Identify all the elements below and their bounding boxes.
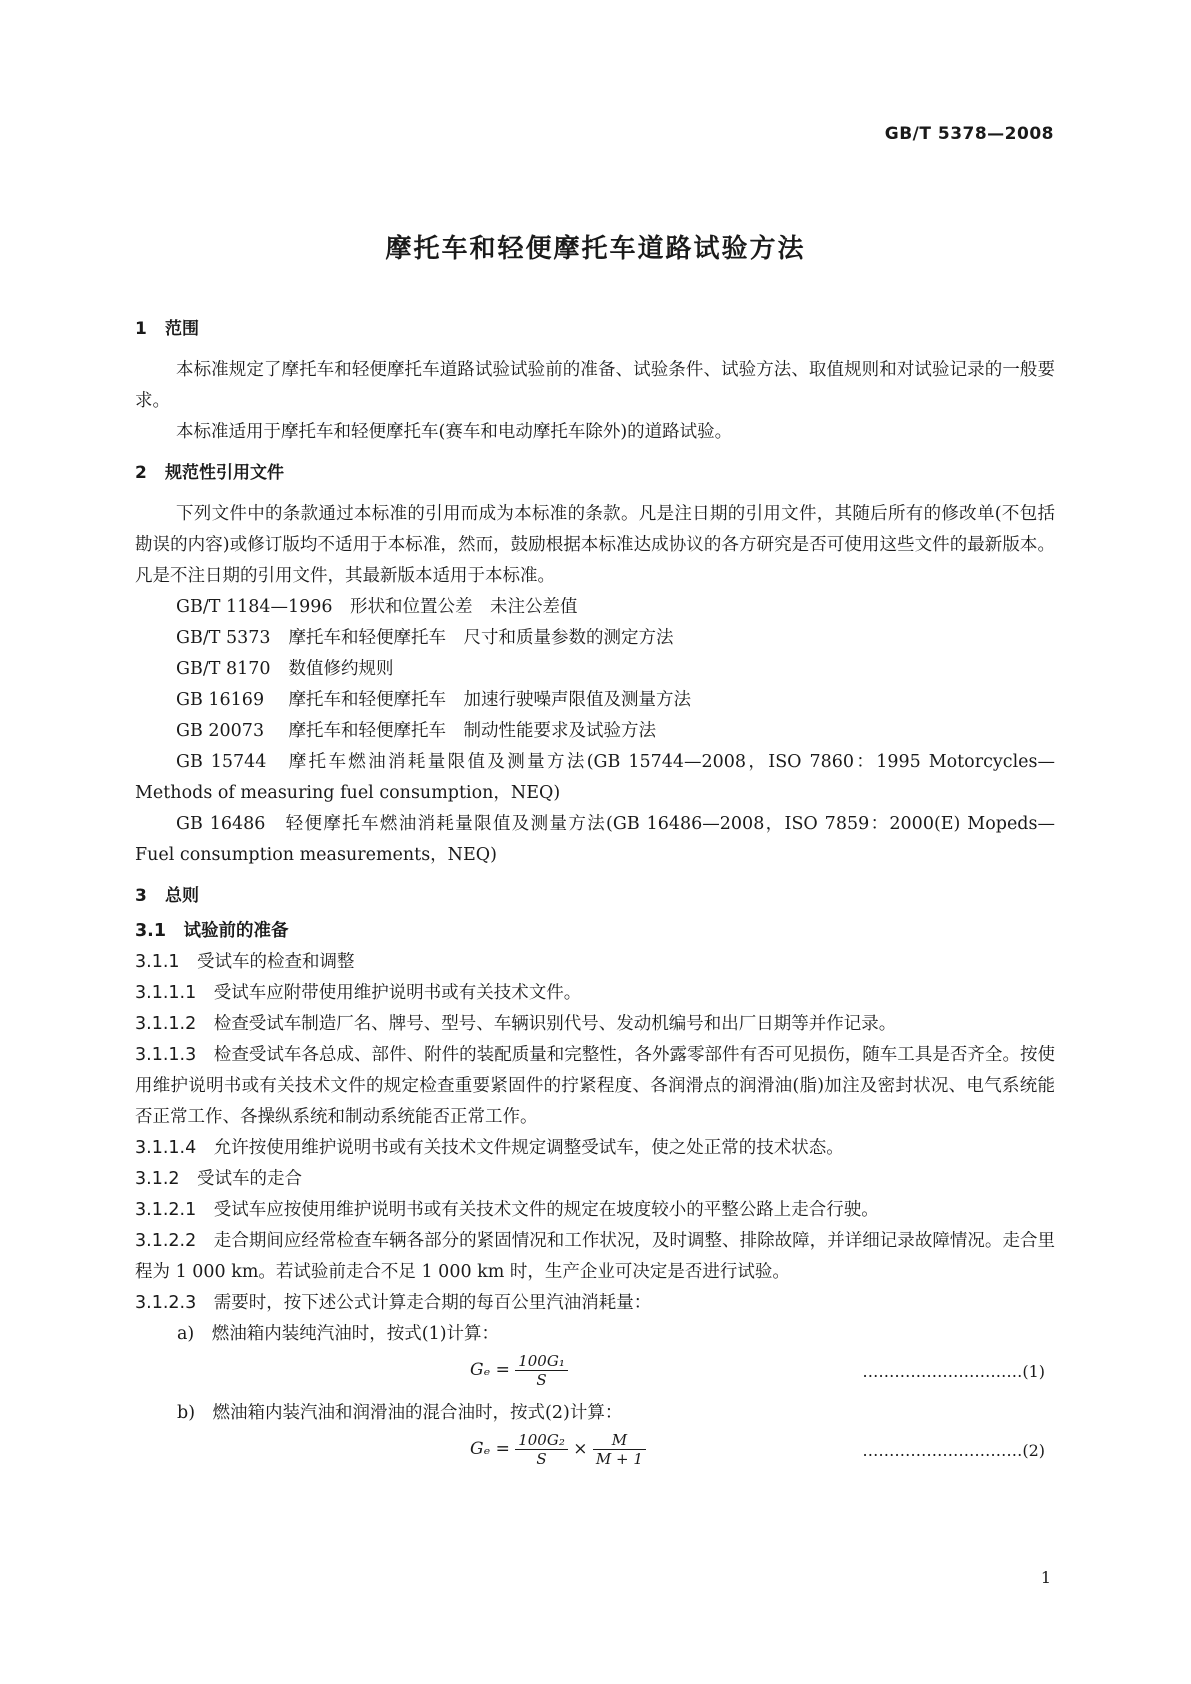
- reference-item: [135, 685, 1055, 716]
- formula-expression: [470, 1352, 568, 1389]
- clause-number: 3.1: [135, 921, 167, 941]
- list-text: 燃油箱内装汽油和润滑油的混合油时，按式(2)计算：: [212, 1403, 623, 1423]
- clause-number: 3.1.1.1: [135, 983, 197, 1003]
- fraction: [515, 1352, 568, 1389]
- list-label: a): [177, 1324, 195, 1344]
- fraction: [593, 1431, 646, 1468]
- list-label: b): [177, 1403, 196, 1423]
- list-text: 燃油箱内装纯汽油时，按式(1)计算：: [211, 1324, 500, 1344]
- clause-title: 试验前的准备: [183, 921, 289, 941]
- section-number: 1: [135, 319, 147, 339]
- clause: [135, 978, 1055, 1009]
- reference-title: 形状和位置公差 未注公差值: [350, 597, 578, 617]
- clause-text: 受试车应按使用维护说明书或有关技术文件的规定在坡度较小的平整公路上走合行驶。: [213, 1200, 879, 1220]
- reference-item: [135, 747, 1055, 809]
- clause-text: 走合期间应经常检查车辆各部分的紧固情况和工作状况，及时调整、排除故障，并详细记录故障情况。走合里程为 1 000 km。若试验前走合不足 1 000 km 时，生产企业可决定是否进行试验。: [135, 1231, 1056, 1282]
- reference-code: GB/T 1184—1996: [176, 597, 333, 617]
- reference-title: 摩托车燃油消耗量限值及测量方法(GB 15744—2008，ISO 7860：1995 Motorcycles—Methods of measuring fuel consumption，NEQ): [135, 752, 1056, 803]
- clause-heading: [135, 1164, 1055, 1195]
- section-title: 总则: [165, 886, 199, 906]
- section-heading-2: [135, 458, 1055, 483]
- list-item-b: [135, 1398, 1055, 1429]
- section-title: 范围: [165, 319, 199, 339]
- clause-title: 受试车的走合: [197, 1169, 303, 1189]
- reference-code: GB 20073: [176, 721, 265, 741]
- reference-title: 摩托车和轻便摩托车 加速行驶噪声限值及测量方法: [288, 690, 691, 710]
- section-title: 规范性引用文件: [165, 463, 284, 483]
- clause-number: 3.1.1: [135, 952, 180, 972]
- clause-number: 3.1.1.3: [135, 1045, 197, 1065]
- section-heading-1: [135, 314, 1055, 339]
- fraction-denominator: S: [536, 1371, 547, 1389]
- clause-number: 3.1.2.3: [135, 1293, 197, 1313]
- clause: [135, 1133, 1055, 1164]
- clause: [135, 1288, 1055, 1319]
- formula-lhs: Gₑ =: [470, 1439, 510, 1459]
- clause: [135, 1195, 1055, 1226]
- clause: [135, 1009, 1055, 1040]
- section-number: 3: [135, 886, 147, 906]
- reference-item: [135, 809, 1055, 871]
- reference-title: 轻便摩托车燃油消耗量限值及测量方法(GB 16486—2008，ISO 7859：2000(E) Mopeds—Fuel consumption measurements，NEQ): [135, 814, 1055, 865]
- clause-number: 3.1.1.4: [135, 1138, 197, 1158]
- clause-number: 3.1.2: [135, 1169, 180, 1189]
- clause-text: 允许按使用维护说明书或有关技术文件规定调整受试车，使之处正常的技术状态。: [213, 1138, 844, 1158]
- document-body: [135, 314, 1055, 1477]
- clause: [135, 1226, 1055, 1288]
- clause-heading: [135, 947, 1055, 978]
- clause-number: 3.1.2.2: [135, 1231, 197, 1251]
- clause-text: 受试车应附带使用维护说明书或有关技术文件。: [213, 983, 582, 1003]
- list-item-a: [135, 1319, 1055, 1350]
- clause-text: 检查受试车各总成、部件、附件的装配质量和完整性，各外露零部件有否可见损伤，随车工具是否齐全。按使用维护说明书或有关技术文件的规定检查重要紧固件的拧紧程度、各润滑点的润滑油(脂)加注及密封状况、电气系统能否正常工作、各操纵系统和制动系统能否正常工作。: [135, 1045, 1056, 1127]
- fraction-numerator: 100G₂: [515, 1431, 568, 1450]
- fraction-denominator: S: [536, 1450, 547, 1468]
- paragraph: 下列文件中的条款通过本标准的引用而成为本标准的条款。凡是注日期的引用文件，其随后所有的修改单(不包括勘误的内容)或修订版均不适用于本标准，然而，鼓励根据本标准达成协议的各方研究是否可使用这些文件的最新版本。凡是不注日期的引用文件，其最新版本适用于本标准。: [135, 504, 1055, 586]
- clause-text: 需要时，按下述公式计算走合期的每百公里汽油消耗量：: [213, 1293, 652, 1313]
- times-operator: ×: [573, 1439, 588, 1459]
- reference-item: [135, 654, 1055, 685]
- paragraph: 本标准适用于摩托车和轻便摩托车(赛车和电动摩托车除外)的道路试验。: [176, 422, 733, 442]
- document-title: 摩托车和轻便摩托车道路试验方法: [385, 234, 806, 264]
- formula-lhs: Gₑ =: [470, 1360, 510, 1380]
- equation-number: …………………………(2): [862, 1441, 1045, 1460]
- fraction-numerator: 100G₁: [515, 1352, 568, 1371]
- fraction-denominator: M + 1: [595, 1450, 643, 1468]
- fraction: [515, 1431, 568, 1468]
- reference-code: GB 15744: [176, 752, 267, 772]
- page-number: 1: [1040, 1568, 1051, 1587]
- reference-item: [135, 716, 1055, 747]
- clause-text: 检查受试车制造厂名、牌号、型号、车辆识别代号、发动机编号和出厂日期等并作记录。: [213, 1014, 897, 1034]
- fraction-numerator: M: [593, 1431, 646, 1450]
- reference-title: 摩托车和轻便摩托车 尺寸和质量参数的测定方法: [288, 628, 674, 648]
- formula-2: [135, 1429, 1055, 1477]
- reference-code: GB 16169: [176, 690, 265, 710]
- clause-number: 3.1.1.2: [135, 1014, 197, 1034]
- clause-heading: [135, 916, 1055, 947]
- reference-title: 摩托车和轻便摩托车 制动性能要求及试验方法: [288, 721, 656, 741]
- section-heading-3: [135, 881, 1055, 906]
- reference-item: [135, 592, 1055, 623]
- paragraph: 本标准规定了摩托车和轻便摩托车道路试验试验前的准备、试验条件、试验方法、取值规则和对试验记录的一般要求。: [135, 360, 1055, 411]
- clause-title: 受试车的检查和调整: [197, 952, 355, 972]
- formula-1: [135, 1350, 1055, 1398]
- reference-item: [135, 623, 1055, 654]
- reference-title: 数值修约规则: [288, 659, 394, 679]
- reference-code: GB/T 5373: [176, 628, 271, 648]
- formula-expression: [470, 1431, 646, 1468]
- reference-code: GB/T 8170: [176, 659, 271, 679]
- reference-code: GB 16486: [176, 814, 266, 834]
- clause-number: 3.1.2.1: [135, 1200, 197, 1220]
- section-number: 2: [135, 463, 147, 483]
- standard-code: GB/T 5378—2008: [884, 124, 1054, 144]
- clause: [135, 1040, 1055, 1133]
- equation-number: …………………………(1): [862, 1362, 1045, 1381]
